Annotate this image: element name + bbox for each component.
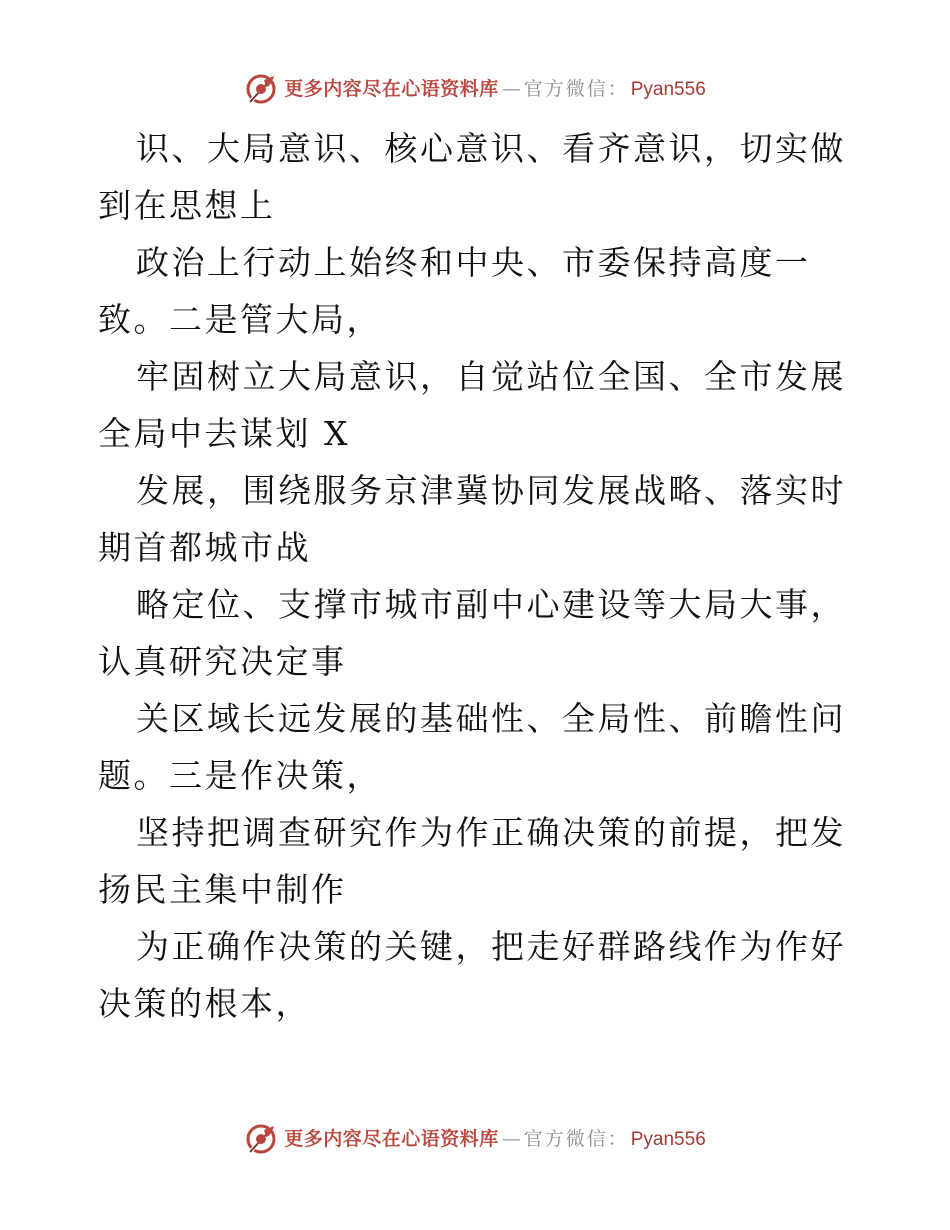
paragraph-7 bbox=[98, 804, 858, 918]
paragraph-1 bbox=[98, 120, 858, 234]
header-watermark bbox=[0, 72, 950, 106]
paragraph-text: 牢固树立大局意识，自觉站位全国、全市发展全 bbox=[98, 357, 846, 453]
paragraph-text: 关区域长远发展的基础性、全局性、前瞻性问 bbox=[136, 699, 846, 738]
paragraph-text: 政治上行动上始终和中央、市委保持高度一致。 bbox=[98, 243, 811, 339]
watermark-lead: 更多内容尽在心语资料库 bbox=[284, 1127, 499, 1150]
paragraph-3 bbox=[98, 348, 858, 462]
watermark-label: 官方微信： bbox=[523, 77, 629, 100]
paragraph-6 bbox=[98, 690, 858, 804]
watermark-id: Pyan556 bbox=[630, 1128, 706, 1150]
watermark-id: Pyan556 bbox=[630, 78, 706, 100]
quill-pen-icon bbox=[244, 1122, 278, 1156]
paragraph-text: 发展，围绕服务京津冀协同发展战略、落实时期 bbox=[98, 471, 846, 567]
watermark-label: 官方微信： bbox=[523, 1127, 629, 1150]
document-body bbox=[98, 120, 858, 1032]
paragraph-text: 题。三是作决策， bbox=[98, 756, 382, 795]
paragraph-text: 局中去谋划 X bbox=[133, 414, 350, 453]
paragraph-text: 首都城市战 bbox=[133, 528, 311, 567]
paragraph-8 bbox=[98, 918, 858, 1032]
paragraph-text: 在思想上 bbox=[133, 186, 276, 225]
watermark-dash: — bbox=[501, 77, 521, 100]
footer-watermark bbox=[0, 1122, 950, 1156]
paragraph-text: 二是管大局， bbox=[169, 300, 382, 339]
watermark-lead: 更多内容尽在心语资料库 bbox=[284, 77, 499, 100]
watermark-dash: — bbox=[501, 1127, 521, 1150]
paragraph-5 bbox=[98, 576, 858, 690]
paragraph-text: 民主集中制作 bbox=[133, 870, 347, 909]
paragraph-2 bbox=[98, 234, 858, 348]
quill-pen-icon bbox=[244, 72, 278, 106]
paragraph-text: 策的根本， bbox=[133, 984, 311, 1023]
paragraph-text: 真研究决定事 bbox=[133, 642, 347, 681]
watermark-text bbox=[284, 1127, 706, 1150]
watermark-text bbox=[284, 77, 706, 100]
paragraph-4 bbox=[98, 462, 858, 576]
paragraph-text: 坚持把调查研究作为作正确决策的前提，把发扬 bbox=[98, 813, 846, 909]
paragraph-text: 识、大局意识、核心意识、看齐意识，切实做到 bbox=[98, 129, 846, 225]
paragraph-text: 略定位、支撑市城市副中心建设等大局大事，认 bbox=[98, 585, 846, 681]
paragraph-text: 为正确作决策的关键，把走好群路线作为作好决 bbox=[98, 927, 846, 1023]
